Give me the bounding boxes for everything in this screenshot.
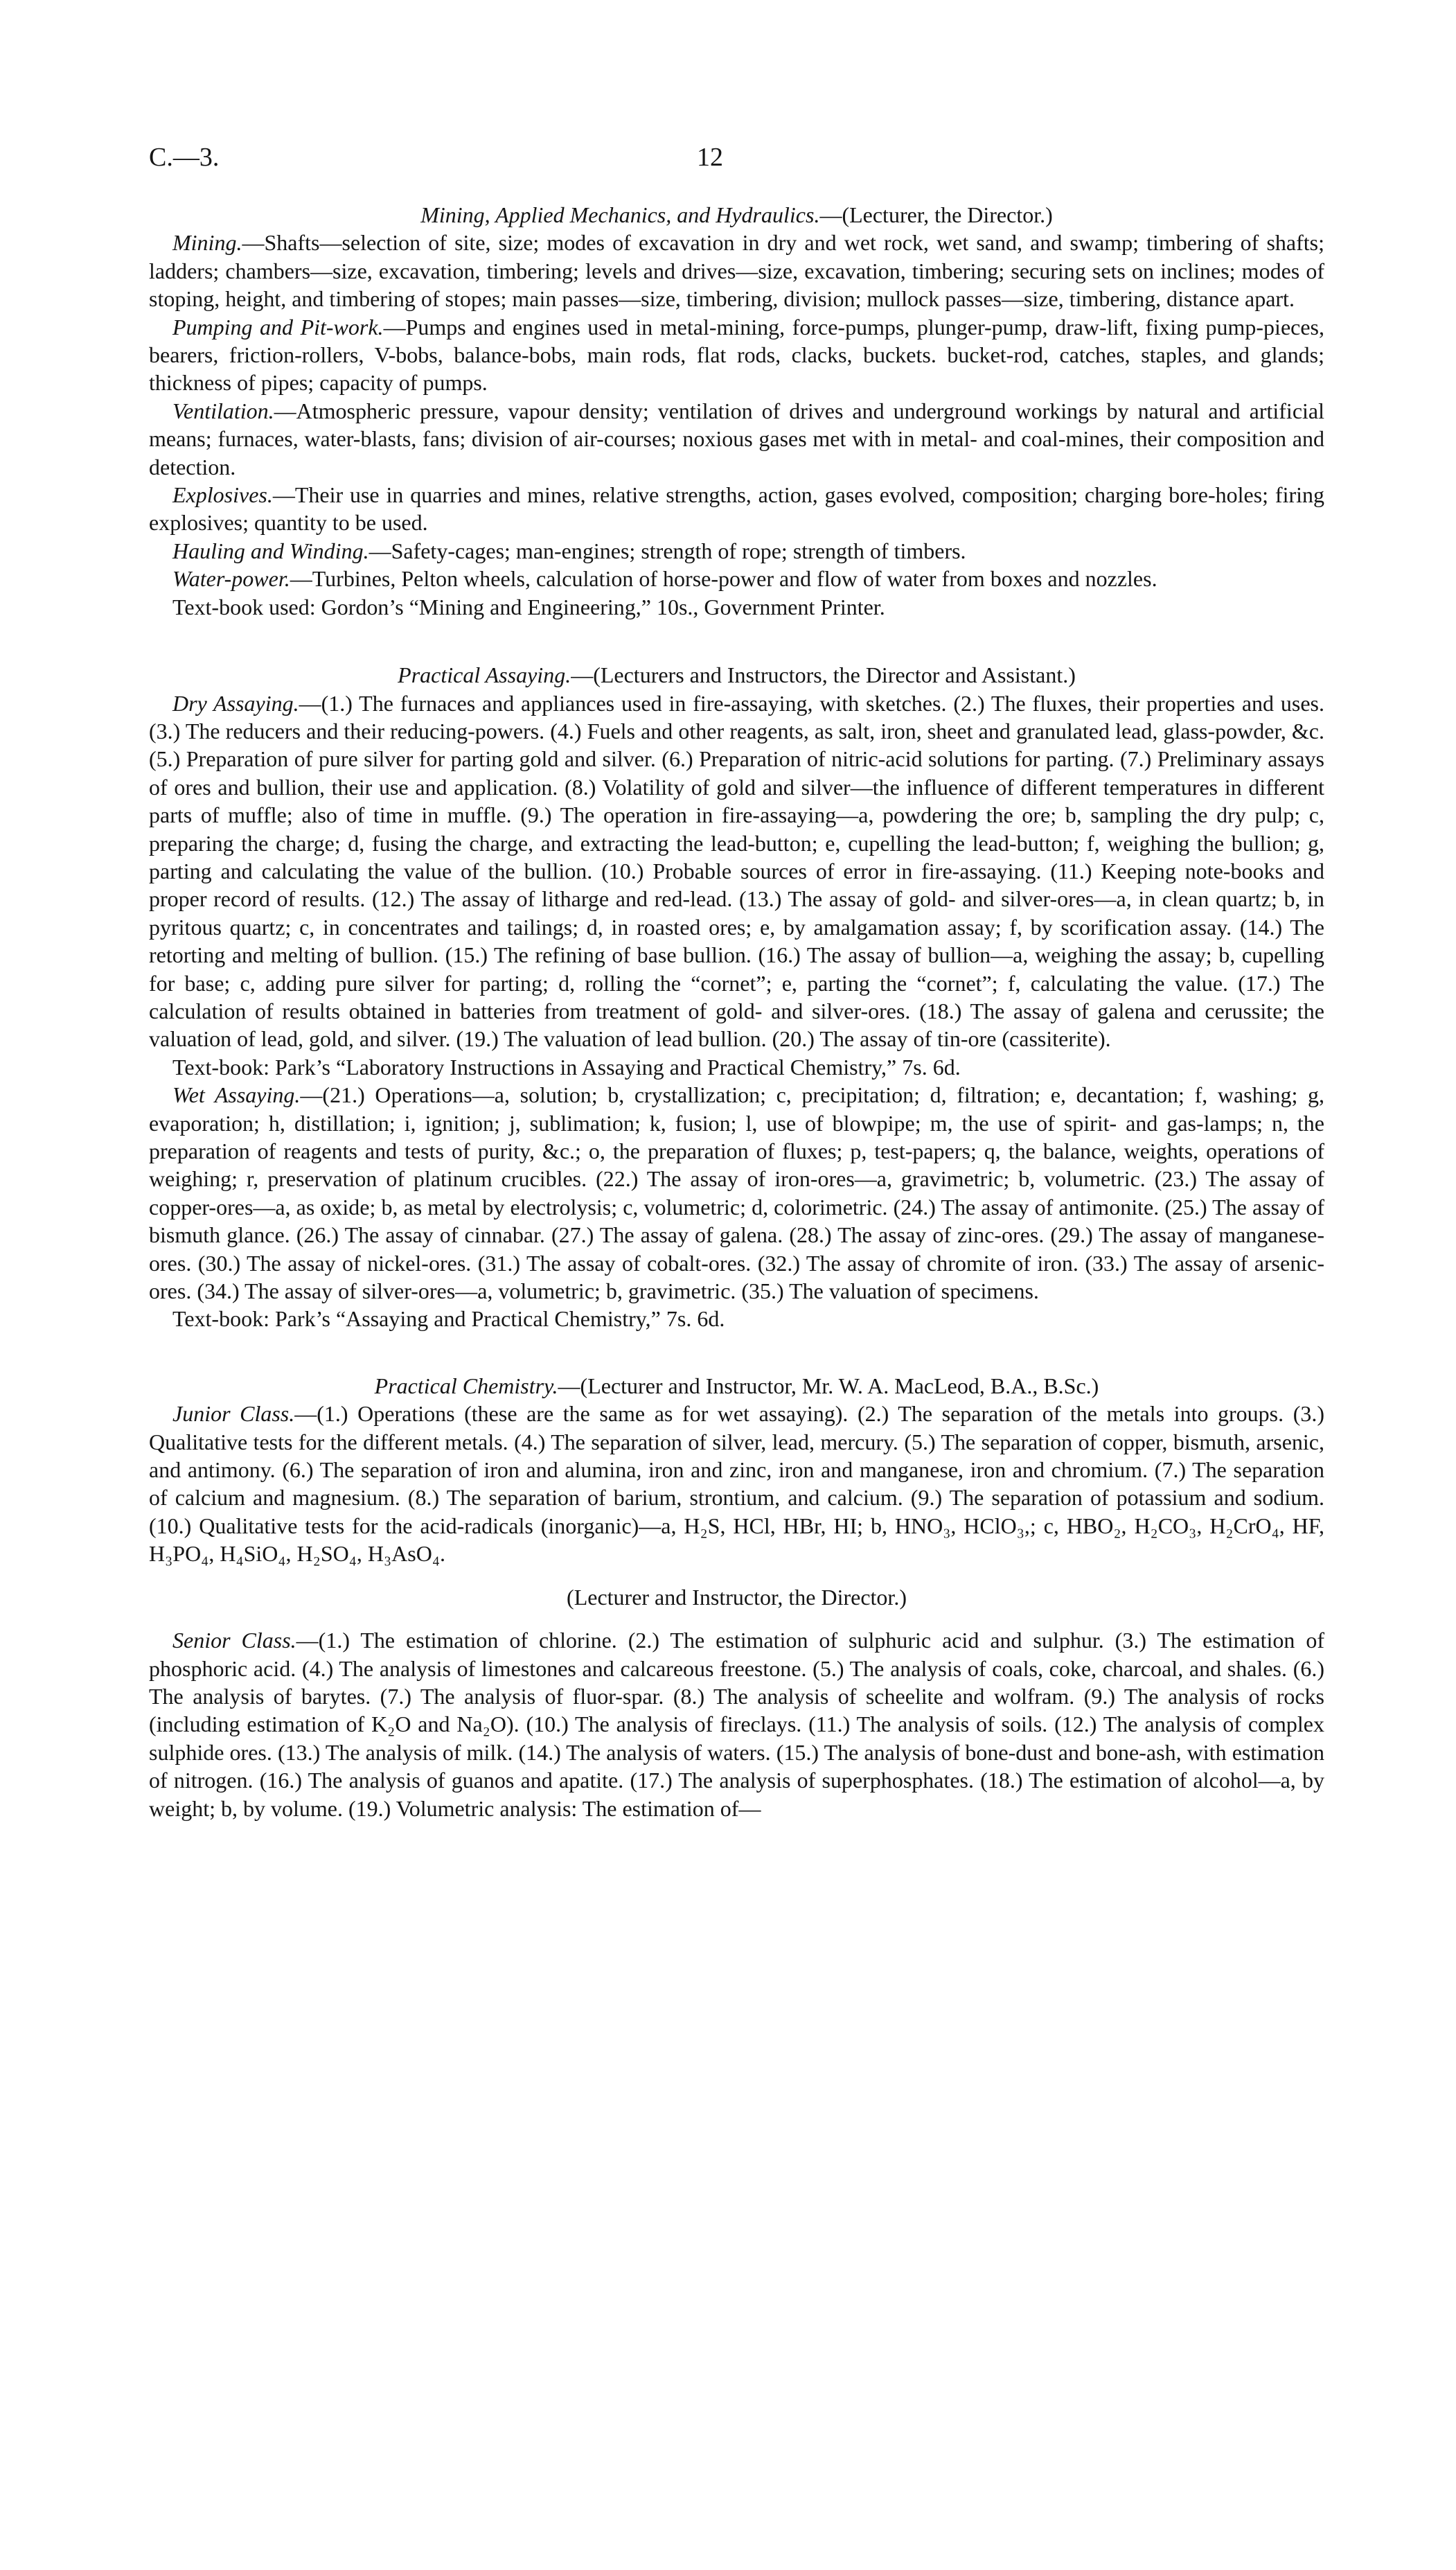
pumping-paragraph: Pumping and Pit-work.—Pumps and engines used in metal-mining, force-pumps, plunger-pump, draw-lift, fixing pump-pieces, bearers, friction-rollers, V-bobs, balance-bobs, main rods, flat rods, clacks, buckets. bucket-rod, catches, staples, and glands; thickness of pipes; capacity of pumps.: [149, 314, 1325, 396]
dry-assaying-textbook: Text-book: Park’s “Laboratory Instructions in Assaying and Practical Chemistry,” 7s. 6d.: [172, 1054, 961, 1080]
mining-paragraph: Mining.—Shafts—selection of site, size; modes of excavation in dry and wet rock, wet sand, and swamp; timbering of shafts; ladders; chambers—size, excavation, timbering; levels and drives—size, excavation, timbering; securing sets on inclines; modes of stoping, height, and timbering of stopes; main passes—size, timbering, division; mullock passes—size, timbering, distance apart.: [149, 230, 1324, 312]
assaying-heading: Practical Assaying.—(Lecturers and Instructors, the Director and Assistant.): [398, 662, 1076, 688]
senior-class-subheading: (Lecturer and Instructor, the Director.): [567, 1584, 907, 1610]
explosives-paragraph: Explosives.—Their use in quarries and mines, relative strengths, action, gases evolved, composition; charging bore-holes; firing explosives; quantity to be used.: [149, 482, 1324, 536]
ventilation-paragraph: Ventilation.—Atmospheric pressure, vapour density; ventilation of drives and underground workings by natural and artificial means; furnaces, water-blasts, fans; division of air-courses; noxious gases met with in metal- and coal-mines, their composition and detection.: [149, 398, 1324, 479]
senior-class-paragraph: Senior Class.—(1.) The estimation of chlorine. (2.) The estimation of sulphuric acid and sulphur. (3.) The estimation of phosphoric acid. (4.) The analysis of limestones and calcareous freestone. (5.) The analysis of coals, coke, charcoal, and shales. (6.) The analysis of barytes. (7.) The analysis of fluor-spar. (8.) The analysis of scheelite and wolfram. (9.) The analysis of rocks (including estimation of K₂O and Na₂O). (10.) The analysis of fireclays. (11.) The analysis of soils. (12.) The analysis of complex sulphide ores. (13.) The analysis of milk. (14.) The analysis of waters. (15.) The analysis of bone-dust and bone-ash, with estimation of nitrogen. (16.) The analysis of guanos and apatite. (17.) The analysis of superphosphates. (18.) The estimation of alcohol—a, by weight; b, by volume. (19.) Volumetric analysis: The estimation of—: [149, 1628, 1325, 1821]
mining-heading: Mining, Applied Mechanics, and Hydraulics.—(Lecturer, the Director.): [420, 202, 1053, 227]
page-body: [149, 201, 1324, 1822]
page-header: [0, 142, 1456, 184]
dry-assaying-paragraph: Dry Assaying.—(1.) The furnaces and appliances used in fire-assaying, with sketches. (2.) The fluxes, their properties and uses. (3.) The reducers and their reducing-powers. (4.) Fuels and other reagents, as salt, iron, sheet and granulated lead, glass-powder, &c. (5.) Preparation of pure silver for parting gold and silver. (6.) Preparation of nitric-acid solutions for parting. (7.) Preliminary assays of ores and bullion, their use and application. (8.) Volatility of gold and silver—the influence of different temperatures in different parts of muffle; also of time in muffle. (9.) The operation in fire-assaying—a, powdering the ore; b, sampling the dry pulp; c, preparing the charge; d, fusing the charge, and extracting the lead-button; e, cupelling the lead-button; f, weighing the bullion; g, parting and calculating the value of the bullion. (10.) Probable sources of error in fire-assaying. (11.) Keeping note-books and proper record of results. (12.) The assay of litharge and red-lead. (13.) The assay of gold- and silver-ores—a, in clean quartz; b, in pyritous quartz; c, in concentrates and tailings; d, in roasted ores; e, by amalgamation assay; f, by scorification assay. (14.) The retorting and melting of bullion. (15.) The refining of base bullion. (16.) The assay of bullion—a, weighing the assay; b, cupelling for base; c, adding pure silver for parting; d, rolling the “cornet”; e, parting the “cornet”; f, calculating the value. (17.) The calculation of results obtained in batteries from treatment of gold- and silver-ores. (18.) The assay of galena and cerussite; the valuation of lead, gold, and silver. (19.) The valuation of lead bullion. (20.) The assay of tin-ore (cassiterite).: [149, 690, 1325, 1052]
water-power-paragraph: Water-power.—Turbines, Pelton wheels, calculation of horse-power and flow of water from boxes and nozzles.: [172, 566, 1157, 592]
mining-textbook: Text-book used: Gordon’s “Mining and Engineering,” 10s., Government Printer.: [172, 594, 885, 619]
wet-assaying-textbook: Text-book: Park’s “Assaying and Practical Chemistry,” 7s. 6d.: [172, 1306, 725, 1332]
hauling-paragraph: Hauling and Winding.—Safety-cages; man-engines; strength of rope; strength of timbers.: [172, 538, 966, 563]
page-number: 12: [697, 143, 723, 172]
chemistry-heading: Practical Chemistry.—(Lecturer and Instructor, Mr. W. A. MacLeod, B.A., B.Sc.): [374, 1373, 1099, 1398]
document-reference: C.—3.: [149, 143, 220, 172]
wet-assaying-paragraph: Wet Assaying.—(21.) Operations—a, solution; b, crystallization; c, precipitation; d, filtration; e, decantation; f, washing; g, evaporation; h, distillation; i, ignition; j, sublimation; k, fusion; l, use of blowpipe; m, the use of spirit- and gas-lamps; n, the preparation of reagents and tests of purity, &c.; o, the preparation of fluxes; p, test-papers; q, the balance, weights, operations of weighing; r, preservation of platinum crucibles. (22.) The assay of iron-ores—a, gravimetric; b, volumetric. (23.) The assay of copper-ores—a, as oxide; b, as metal by electrolysis; c, volumetric; d, colorimetric. (24.) The assay of antimonite. (25.) The assay of bismuth glance. (26.) The assay of cinnabar. (27.) The assay of galena. (28.) The assay of zinc-ores. (29.) The assay of manganese-ores. (30.) The assay of nickel-ores. (31.) The assay of cobalt-ores. (32.) The assay of chromite of iron. (33.) The assay of arsenic-ores. (34.) The assay of silver-ores—a, volumetric; b, gravimetric. (35.) The valuation of specimens.: [149, 1082, 1325, 1304]
junior-class-paragraph: Junior Class.—(1.) Operations (these are the same as for wet assaying). (2.) The separation of the metals into groups. (3.) Qualitative tests for the different metals. (4.) The separation of silver, lead, mercury. (5.) The separation of copper, bismuth, arsenic, and antimony. (6.) The separation of iron and alumina, iron and zinc, iron and manganese, iron and chromium. (7.) The separation of calcium and magnesium. (8.) The separation of barium, strontium, and calcium. (9.) The separation of potassium and sodium. (10.) Qualitative tests for the acid-radicals (inorganic)—a, H₂S, HCl, HBr, HI; b, HNO₃, HClO₃,; c, HBO₂, H₂CO₃, H₂CrO₄, HF, H₃PO₄, H₄SiO₄, H₂SO₄, H₃AsO₄.: [149, 1401, 1325, 1567]
